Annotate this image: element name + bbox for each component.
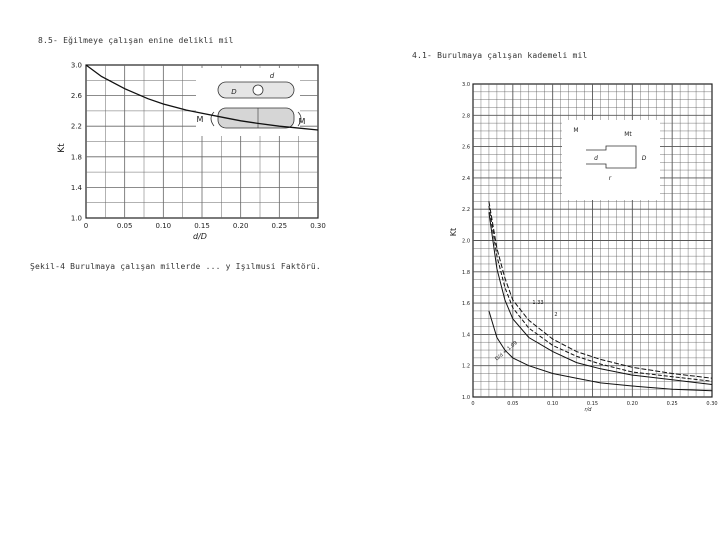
x-tick-label: 0.05 — [507, 401, 519, 407]
x-tick-label: 0.30 — [706, 401, 718, 407]
inset-label-D: D — [641, 155, 647, 162]
x-tick-label: 0.10 — [155, 222, 172, 230]
x-tick-label: 0.20 — [232, 222, 249, 230]
left-heading: 8.5- Eğilmeye çalışan enine delikli mil — [38, 36, 234, 45]
x-tick-label: 0.25 — [666, 401, 678, 407]
left-figure-caption: Şekil-4 Burulmaya çalışan millerde ... y Işılmusi Faktörü. — [30, 262, 321, 271]
y-axis-label: Kt — [57, 143, 67, 153]
y-tick-label: 1.4 — [462, 332, 470, 339]
y-tick-label: 3.0 — [70, 61, 82, 70]
y-tick-label: 1.0 — [462, 395, 470, 401]
curve-label-2: 2 — [554, 312, 558, 318]
y-tick-label: 2.2 — [462, 207, 470, 214]
y-tick-label: 1.4 — [70, 183, 82, 192]
inset-label-D: D — [231, 88, 237, 96]
y-tick-label: 2.2 — [70, 122, 82, 131]
inset-label-M-left: M — [196, 115, 204, 124]
y-tick-label: 1.2 — [462, 363, 470, 370]
curve-label-133: 1.33 — [532, 300, 544, 306]
curve-label-dd: D/d = 1.09 — [494, 340, 519, 363]
y-tick-label: 1.8 — [462, 269, 470, 276]
y-tick-label: 2.6 — [462, 144, 470, 151]
x-tick-label: 0.30 — [310, 222, 326, 230]
inset-label-d: d — [594, 155, 598, 162]
x-tick-label: 0.15 — [586, 401, 599, 407]
x-axis-label: d/D — [193, 232, 207, 241]
x-tick-label: 0.05 — [116, 222, 133, 230]
x-tick-label: 0.25 — [271, 222, 288, 230]
y-tick-label: 2.6 — [70, 92, 82, 101]
x-tick-label: 0.15 — [194, 222, 210, 230]
y-tick-label: 1.6 — [462, 301, 470, 308]
inset-label-M-right: M — [298, 117, 306, 126]
x-tick-label: 0.20 — [626, 401, 638, 407]
x-tick-label: 0 — [83, 222, 89, 230]
x-tick-label: 0.10 — [547, 401, 559, 407]
y-tick-label: 1.8 — [70, 153, 82, 162]
inset-label-r: r — [608, 175, 612, 182]
inset-label-d: d — [269, 72, 275, 80]
y-tick-label: 1.0 — [70, 214, 82, 223]
y-tick-label: 2.4 — [462, 175, 470, 182]
right-heading: 4.1- Burulmaya çalışan kademeli mil — [412, 51, 588, 60]
x-axis-label: r/d — [584, 407, 592, 413]
y-tick-label: 3.0 — [462, 82, 470, 88]
inset-label-M: M — [573, 127, 579, 134]
x-tick-label: 0 — [471, 401, 475, 407]
y-tick-label: 2.8 — [462, 113, 470, 120]
y-axis-label: Kt — [449, 227, 458, 237]
y-tick-label: 2.0 — [462, 238, 470, 245]
inset-label-Mt: Mt — [624, 131, 632, 138]
